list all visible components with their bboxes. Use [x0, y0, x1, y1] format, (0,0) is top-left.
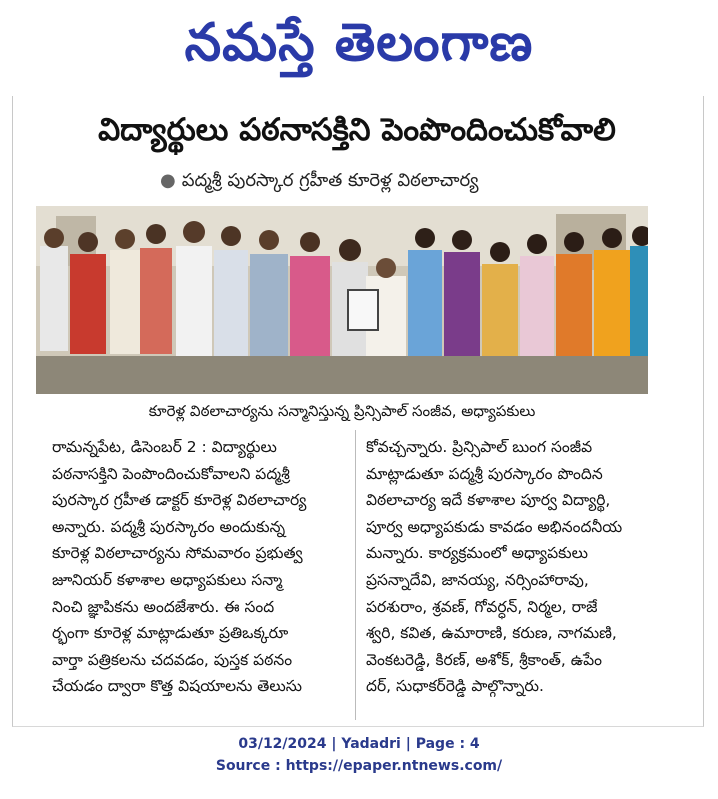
body-column-left — [52, 434, 352, 700]
text-line: నించి జ్ఞాపికను అందజేశారు. ఈ సంద — [52, 597, 275, 616]
text-line: చేయడం ద్వారా కొత్త విషయాలను తెలుసు — [52, 677, 302, 696]
text-line: ర్భంగా కూరెళ్ల మాట్లాడుతూ ప్రతిఒక్కరూ — [52, 624, 289, 643]
text-line: పురస్కార గ్రహీత డాక్టర్‌ కూరెళ్ల విఠలాచార్య — [52, 491, 307, 510]
text-line: శ్వరి, కవిత, ఉమారాణి, కరుణ, నాగమణి, — [366, 624, 617, 643]
text-line: అన్నారు. పద్మశ్రీ పురస్కారం అందుకున్న — [52, 517, 286, 536]
text-line: విఠలాచార్య ఇదే కళాశాల పూర్వ విద్యార్థి, — [366, 491, 611, 510]
text-line: కూరెళ్ల విఠలాచార్యను సోమవారం ప్రభుత్వ — [52, 544, 303, 563]
newspaper-masthead: నమస్తే తెలంగాణ — [184, 13, 534, 73]
article-photo — [36, 206, 648, 394]
footer-source-link[interactable]: Source : https://epaper.ntnews.com/ — [215, 758, 503, 774]
text-line: పూర్వ అధ్యాపకుడు కావడం అభినందనీయ — [366, 517, 623, 536]
text-line: జూనియర్‌ కళాశాల అధ్యాపకులు సన్మా — [52, 570, 283, 589]
text-line: వెంకటరెడ్డి, కిరణ్‌, అశోక్‌, శ్రీకాంత్‌, ఉపేం — [366, 650, 602, 669]
photo-caption: కూరెళ్ల విఠలాచార్యను సన్మానిస్తున్న ప్రిన్సిపాల్‌ సంజీవ, అధ్యాపకులు — [148, 402, 536, 420]
text-line: దర్‌, సుధాకర్‌రెడ్డి పాల్గొన్నారు. — [366, 677, 544, 696]
group-photo-illustration — [36, 206, 648, 394]
subhead-text: పద్మశ్రీ పురస్కార గ్రహీత కూరెళ్ల విఠలాచార్య — [181, 170, 479, 191]
text-line: పరశురాం, శ్రవణ్‌, గోవర్ధన్‌, నిర్మల, రాజే — [366, 597, 598, 616]
text-line: వార్తా పత్రికలను చదవడం, పుస్తక పఠనం — [52, 650, 293, 669]
footer-edition-info: 03/12/2024 | Yadadri | Page : 4 — [238, 736, 480, 752]
text-line: ప్రసన్నాదేవి, జానయ్య, నర్సింహారావు, — [366, 570, 589, 589]
body-column-right — [366, 434, 678, 700]
text-line: మన్నారు. కార్యక్రమంలో అధ్యాపకులు — [366, 544, 588, 563]
text-line: రామన్నపేట, డిసెంబర్‌ 2 : విద్యార్థులు — [52, 438, 277, 456]
column-divider — [355, 430, 356, 720]
article-subhead — [160, 168, 580, 194]
text-line: మాట్లాడుతూ పద్మశ్రీ పురస్కారం పొందిన — [366, 464, 603, 483]
text-line: కోవచ్చన్నారు. ప్రిన్సిపాల్‌ బుంగ సంజీవ — [366, 438, 593, 456]
text-line: పఠనాసక్తిని పెంపొందించుకోవాలని పద్మశ్రీ — [52, 464, 290, 483]
bullet-icon: ● — [160, 170, 176, 191]
article-headline: విద్యార్థులు పఠనాసక్తిని పెంపొందించుకోవాలి — [98, 112, 616, 148]
